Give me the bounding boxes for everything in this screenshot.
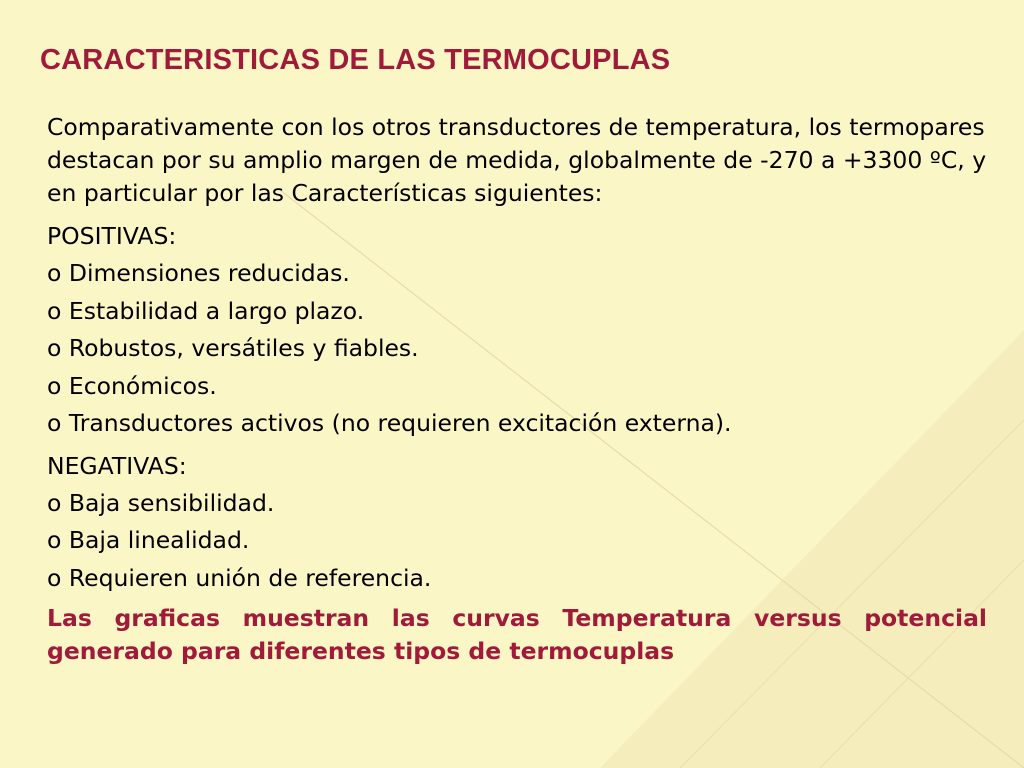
negatives-label: NEGATIVAS:	[47, 451, 187, 480]
closing-statement: Las graficas muestran las curvas Temperatura versus potencial generado para diferentes tipos de termocuplas	[47, 604, 987, 665]
negative-item: o Baja sensibilidad.	[47, 488, 275, 517]
positive-item: o Robustos, versátiles y fiables.	[47, 334, 419, 362]
intro-paragraph: Comparativamente con los otros transductores de temperatura, los termopares destacan por su amplio margen de medida, globalmente de -270 a +3300 ºC, y en particular por las Características siguientes:	[47, 113, 987, 207]
negatives-list	[47, 485, 987, 598]
positive-item: o Dimensiones reducidas.	[47, 259, 350, 287]
negative-item: o Baja linealidad.	[47, 526, 250, 554]
positive-item: o Económicos.	[47, 371, 217, 400]
positive-item: o Transductores activos (no requieren excitación externa).	[47, 409, 732, 437]
slide-title: CARACTERISTICAS DE LAS TERMOCUPLAS	[40, 44, 671, 76]
positive-item: o Estabilidad a largo plazo.	[47, 296, 365, 325]
negative-item: o Requieren unión de referencia.	[47, 563, 432, 592]
slide-body	[47, 111, 987, 668]
positives-label: POSITIVAS:	[47, 222, 177, 250]
positives-list	[47, 255, 987, 443]
